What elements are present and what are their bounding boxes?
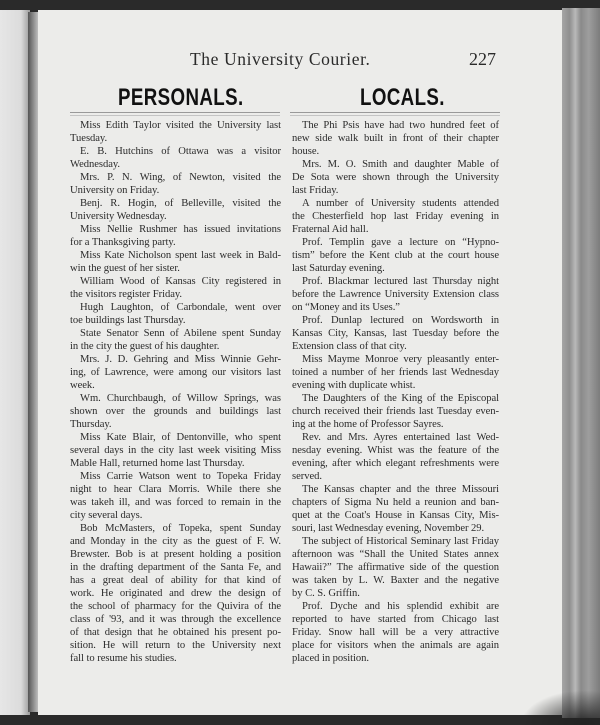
text-line: the Chesterfield hop last Friday evening in — [292, 211, 499, 222]
text-line: Wednesday. — [70, 159, 121, 170]
text-line: in the drafting department of the Santa Fe, and — [70, 562, 281, 573]
text-line: Miss Kate Nicholson spent last week in Bald- — [80, 250, 281, 261]
text-line: evening with duplicate whist. — [292, 380, 416, 391]
text-line: Brewster. Bob is at present holding a position — [70, 549, 281, 560]
text-line: Bob McMasters, of Topeka, spent Sunday — [80, 523, 281, 534]
text-line: Miss Kate Blair, of Dentonville, who spent — [80, 432, 281, 443]
text-line: of that design that he obtained his present po- — [70, 627, 281, 638]
text-line: Friday. Snow hall will be a very attractive — [292, 627, 499, 638]
text-line: State Senator Senn of Abilene spent Sunday — [80, 328, 281, 339]
personals-rule — [70, 112, 280, 116]
personals-item — [70, 522, 281, 665]
text-line: A number of University students attended — [302, 198, 499, 209]
text-line: for a Thanksgiving party. — [70, 237, 176, 248]
text-line: on “Money and its Uses.” — [292, 302, 400, 313]
text-line: in the city the guest of his daughter. — [70, 341, 220, 352]
locals-item — [292, 600, 499, 665]
personals-heading: PERSONALS. — [118, 84, 244, 111]
text-line: Kansas City, Kansas, last Tuesday before the — [292, 328, 499, 339]
text-line: University Wednesday. — [70, 211, 167, 222]
locals-item — [292, 353, 499, 392]
text-line: reported to have started from Chicago last — [292, 614, 499, 625]
text-line: Extension class of that city. — [292, 341, 407, 352]
text-line: Miss Nellie Rushmer has issued invitations — [80, 224, 281, 235]
text-line: placed in position. — [292, 653, 370, 664]
locals-item — [292, 314, 499, 353]
text-line: tism” before the Kent club at the court house — [292, 250, 499, 261]
previous-page-edge — [0, 10, 30, 715]
text-line: De Sota were shown through the University — [292, 172, 499, 183]
text-line: church received their friends last Tuesday even- — [292, 406, 499, 417]
text-line: afternoon was “Shall the United States annex — [292, 549, 499, 560]
text-line: Fraternal Aid hall. — [292, 224, 369, 235]
personals-item — [70, 392, 281, 431]
locals-item — [292, 431, 499, 483]
locals-item — [292, 535, 499, 600]
text-line: was taken by L. W. Baxter and the negative — [292, 575, 499, 586]
text-line: win the guest of her sister. — [70, 263, 180, 274]
text-line: chapters of Sigma Nu held a reunion and ban- — [292, 497, 499, 508]
text-line: quet at the Coat's House in Kansas City, Mis- — [292, 510, 499, 521]
text-line: Prof. Templin gave a lecture on “Hypno- — [302, 237, 499, 248]
text-line: The Kansas chapter and the three Missouri — [302, 484, 499, 495]
running-title: The University Courier. — [190, 49, 371, 69]
text-line: Mable Hall, returned home last Thursday. — [70, 458, 245, 469]
personals-item — [70, 301, 281, 327]
personals-item — [70, 145, 281, 171]
text-line: Miss Edith Taylor visited the University last — [80, 120, 281, 131]
text-line: ing at the home of Professor Sayres. — [292, 419, 444, 430]
text-line: night to hear Clara Morris. While there she — [70, 484, 281, 495]
text-line: Hawaii?” The affirmative side of the question — [292, 562, 499, 573]
text-line: last Saturday evening. — [292, 263, 385, 274]
text-line: Hugh Laughton, of Carbondale, went over — [80, 302, 281, 313]
text-line: Thursday. — [70, 419, 112, 430]
scan-shadow — [520, 690, 600, 725]
personals-item — [70, 119, 281, 145]
text-line: E. B. Hutchins of Ottawa was a visitor — [80, 146, 281, 157]
text-line: The Daughters of the King of the Episcopal — [302, 393, 499, 404]
text-line: by C. S. Griffin. — [292, 588, 360, 599]
locals-item — [292, 119, 499, 158]
text-line: William Wood of Kansas City registered in — [80, 276, 281, 287]
text-line: Mrs. J. D. Gehring and Miss Winnie Gehr- — [80, 354, 281, 365]
text-line: shown over the grounds and buildings last — [70, 406, 281, 417]
text-line: several days in the city last week visiting Miss — [70, 445, 281, 456]
page-number: 227 — [469, 49, 496, 69]
text-line: has a great deal of ability for that kind of — [70, 575, 281, 586]
text-line: Miss Carrie Watson went to Topeka Friday — [80, 471, 281, 482]
text-line: Wm. Churchbaugh, of Willow Springs, was — [80, 393, 281, 404]
locals-item — [292, 483, 499, 535]
text-line: ing, of Lawrence, were among our visitors last — [70, 367, 281, 378]
text-line: the school of pharmacy for the Quivira of the — [70, 601, 281, 612]
personals-item — [70, 470, 281, 522]
text-line: before the Lawrence University Extension class — [292, 289, 499, 300]
text-line: The Phi Psis have had two hundred feet of — [302, 120, 499, 131]
personals-item — [70, 197, 281, 223]
text-line: fall to resume his studies. — [70, 653, 177, 664]
text-line: Prof. Blackmar lectured last Thursday night — [302, 276, 499, 287]
text-line: house. — [292, 146, 320, 157]
locals-heading: LOCALS. — [360, 84, 445, 111]
text-line: Mrs. M. O. Smith and daughter Mable of — [302, 159, 499, 170]
personals-item — [70, 431, 281, 470]
personals-item — [70, 275, 281, 301]
personals-item — [70, 171, 281, 197]
locals-column — [292, 119, 499, 665]
text-line: city several days. — [70, 510, 143, 521]
personals-item — [70, 327, 281, 353]
text-line: sition. He will return to the University next — [70, 640, 281, 651]
text-line: University on Friday. — [70, 185, 160, 196]
text-line: new side walk built in front of their chapter — [292, 133, 499, 144]
text-line: toined a number of her friends last Wednesday — [292, 367, 499, 378]
text-line: Benj. R. Hogin, of Belleville, visited the — [80, 198, 281, 209]
text-line: the visitors register Friday. — [70, 289, 183, 300]
text-line: evening, after which elegant refreshments were — [292, 458, 499, 469]
text-line: class of '93, and it was through the excellence — [70, 614, 281, 625]
personals-column — [70, 119, 281, 665]
text-line: and Monday in the city as the guest of F. W. — [70, 536, 281, 547]
text-line: Miss Mayme Monroe very pleasantly enter- — [302, 354, 499, 365]
personals-item — [70, 249, 281, 275]
locals-rule — [290, 112, 500, 116]
text-line: Tuesday. — [70, 133, 108, 144]
text-line: souri, last Wednesday evening, November 29. — [292, 523, 485, 534]
locals-item — [292, 392, 499, 431]
locals-item — [292, 236, 499, 275]
book-page-edges — [562, 8, 600, 718]
text-line: work. He originated and drew the design of — [70, 588, 281, 599]
locals-item — [292, 197, 499, 236]
locals-item — [292, 275, 499, 314]
text-line: place for visitors when the animals are again — [292, 640, 499, 651]
text-line: Mrs. P. N. Wing, of Newton, visited the — [80, 172, 281, 183]
locals-item — [292, 158, 499, 197]
text-line: served. — [292, 471, 322, 482]
text-line: last Friday. — [292, 185, 339, 196]
text-line: Prof. Dyche and his splendid exhibit are — [302, 601, 499, 612]
text-line: Prof. Dunlap lectured on Wordsworth in — [302, 315, 499, 326]
text-line: The subject of Historical Seminary last Friday — [302, 536, 499, 547]
text-line: Rev. and Mrs. Ayres entertained last Wed- — [302, 432, 499, 443]
personals-item — [70, 223, 281, 249]
book-gutter — [28, 12, 38, 712]
text-line: nesday evening. Whist was the feature of the — [292, 445, 499, 456]
text-line: toe buildings last Thursday. — [70, 315, 186, 326]
text-line: was takeh ill, and was forced to remain in the — [70, 497, 281, 508]
personals-item — [70, 353, 281, 392]
text-line: week. — [70, 380, 95, 391]
